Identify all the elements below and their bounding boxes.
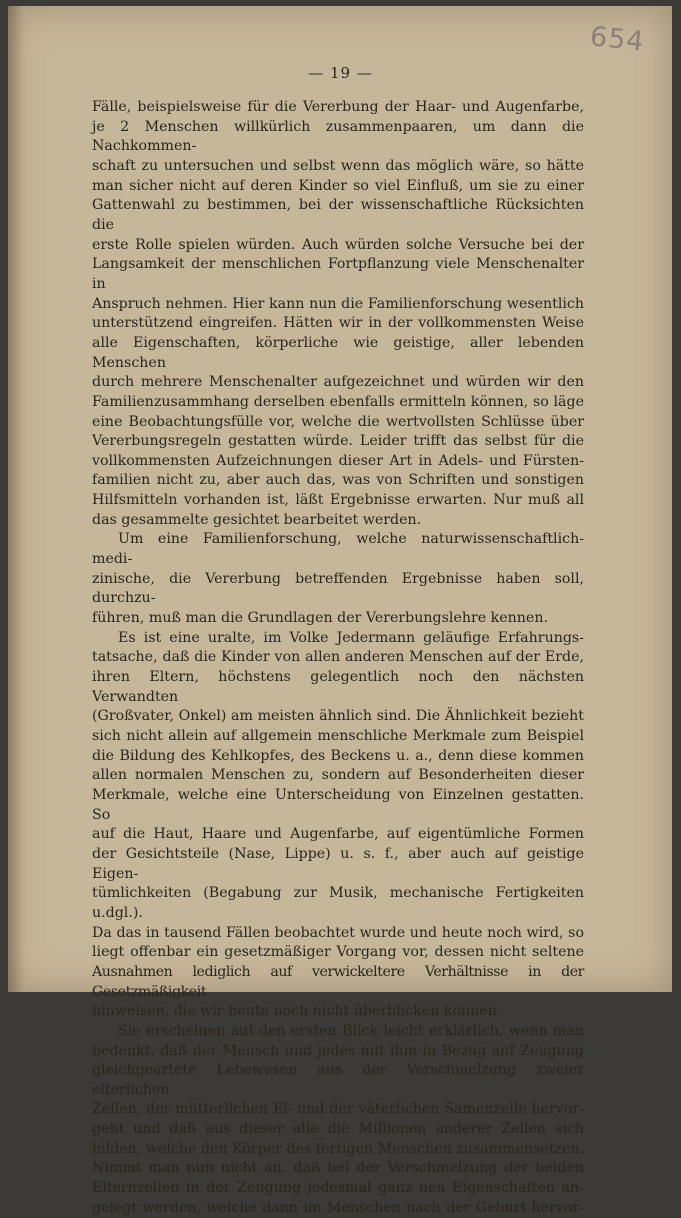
text-line: allen normalen Menschen zu, sondern auf Besonderheiten dieser [92, 767, 584, 784]
text-line: alle Eigenschaften, körperliche wie geistige, aller lebenden Menschen [92, 334, 584, 371]
text-line: Hilfsmitteln vorhanden ist, läßt Ergebnisse erwarten. Nur muß all [92, 492, 584, 509]
text-line: schaft zu untersuchen und selbst wenn das möglich wäre, so hätte [92, 157, 584, 174]
text-line: hinweisen, die wir heute noch nicht überblicken können. [92, 1003, 502, 1020]
text-line: man sicher nicht auf deren Kinder so viel Einfluß, um sie zu einer [92, 177, 584, 194]
text-line: (Großvater, Onkel) am meisten ähnlich sind. Die Ähnlichkeit bezieht [92, 708, 584, 725]
text-line: Es ist eine uralte, im Volke Jedermann geläufige Erfahrungs- [118, 629, 584, 646]
text-line: Sie erscheinen auf den ersten Blick leicht erklärlich, wenn man [118, 1022, 584, 1039]
body-text [92, 98, 584, 1218]
text-line: Anspruch nehmen. Hier kann nun die Familienforschung wesentlich [92, 295, 584, 312]
text-line: sich nicht allein auf allgemein menschliche Merkmale zum Beispiel [92, 728, 584, 744]
text-line: Fälle, beispielsweise für die Vererbung der Haar- und Augenfarbe, [92, 99, 584, 115]
text-line: familien nicht zu, aber auch das, was von Schriften und sonstigen [92, 472, 584, 489]
text-line: die Bildung des Kehlkopfes, des Beckens u. a., denn diese kommen [92, 747, 584, 764]
text-line: unterstützend eingreifen. Hätten wir in der vollkommensten Weise [92, 315, 584, 332]
text-line: Merkmale, welche eine Unterscheidung von Einzelnen gestatten. So [92, 786, 584, 823]
text-line: bilden, welche den Körper des fertigen Menschen zusammensetzen. [92, 1140, 584, 1157]
text-line: gleichgeartete Lebewesen aus der Verschmelzung zweier elterlichen [92, 1062, 584, 1098]
text-line: durch mehrere Menschenalter aufgezeichnet und würden wir den [92, 374, 584, 391]
text-line: erste Rolle spielen würden. Auch würden solche Versuche bei der [92, 236, 584, 253]
text-line: Da das in tausend Fällen beobachtet wurde und heute noch wird, so [92, 924, 584, 941]
text-line: Vererbungsregeln gestatten würde. Leider trifft das selbst für die [92, 433, 584, 450]
handwritten-folio-number: 654 [588, 21, 647, 58]
text-line: bedenkt, daß der Mensch und jedes mit ihm in Bezug auf Zeugung [92, 1042, 584, 1059]
text-line: Gattenwahl zu bestimmen, bei der wissenschaftliche Rücksichten die [92, 197, 584, 233]
text-line: führen, muß man die Grundlagen der Vererbungslehre kennen. [92, 610, 548, 627]
text-line: Zellen, der mütterlichen Ei- und der väterlichen Samenzelle hervor- [92, 1101, 584, 1118]
text-line: auf die Haut, Haare und Augenfarbe, auf eigentümliche Formen [92, 826, 584, 843]
text-line: vollkommensten Aufzeichnungen dieser Art in Adels- und Fürsten- [92, 452, 584, 469]
text-line: Ausnahmen lediglich auf verwickeltere Verhältnisse in der Gesetzmäßigkeit [92, 963, 584, 1000]
text-line: je 2 Menschen willkürlich zusammenpaaren, um dann die Nachkommen- [92, 118, 584, 155]
text-line: liegt offenbar ein gesetzmäßiger Vorgang vor, dessen nicht seltene [92, 944, 584, 961]
text-line: Um eine Familienforschung, welche naturwissenschaftlich-medi- [92, 531, 584, 568]
text-line: das gesammelte gesichtet bearbeitet werden. [92, 511, 422, 528]
text-line: Elternzellen in der Zeugung jedesmal ganz neu Eigenschaften an- [92, 1180, 584, 1197]
text-line: tatsache, daß die Kinder von allen anderen Menschen auf der Erde, [92, 649, 584, 666]
text-line: Nimmt man nun nicht an, daß bei der Verschmelzung der beiden [92, 1160, 584, 1177]
text-line: zinische, die Vererbung betreffenden Ergebnisse haben soll, durchzu- [92, 570, 584, 607]
text-line: der Gesichtsteile (Nase, Lippe) u. s. f., aber auch auf geistige Eigen- [92, 845, 584, 882]
text-line: Langsamkeit der menschlichen Fortpflanzung viele Menschenalter in [92, 256, 584, 292]
text-line: geht und daß aus dieser alle die Millionen anderer Zellen sich [92, 1121, 584, 1138]
text-line: gelegt werden, welche dann im Menschen nach der Geburt hervor- [92, 1199, 584, 1216]
binding-shadow [8, 6, 24, 992]
page-number: — 19 — [308, 64, 373, 82]
text-line: tümlichkeiten (Begabung zur Musik, mechanische Fertigkeiten u.dgl.). [92, 885, 584, 921]
text-line: Familienzusammhang derselben ebenfalls ermitteln können, so läge [92, 393, 584, 410]
text-line: eine Beobachtungsfülle vor, welche die wertvollsten Schlüsse über [92, 413, 584, 430]
text-line: ihren Eltern, höchstens gelegentlich noch den nächsten Verwandten [92, 669, 584, 705]
